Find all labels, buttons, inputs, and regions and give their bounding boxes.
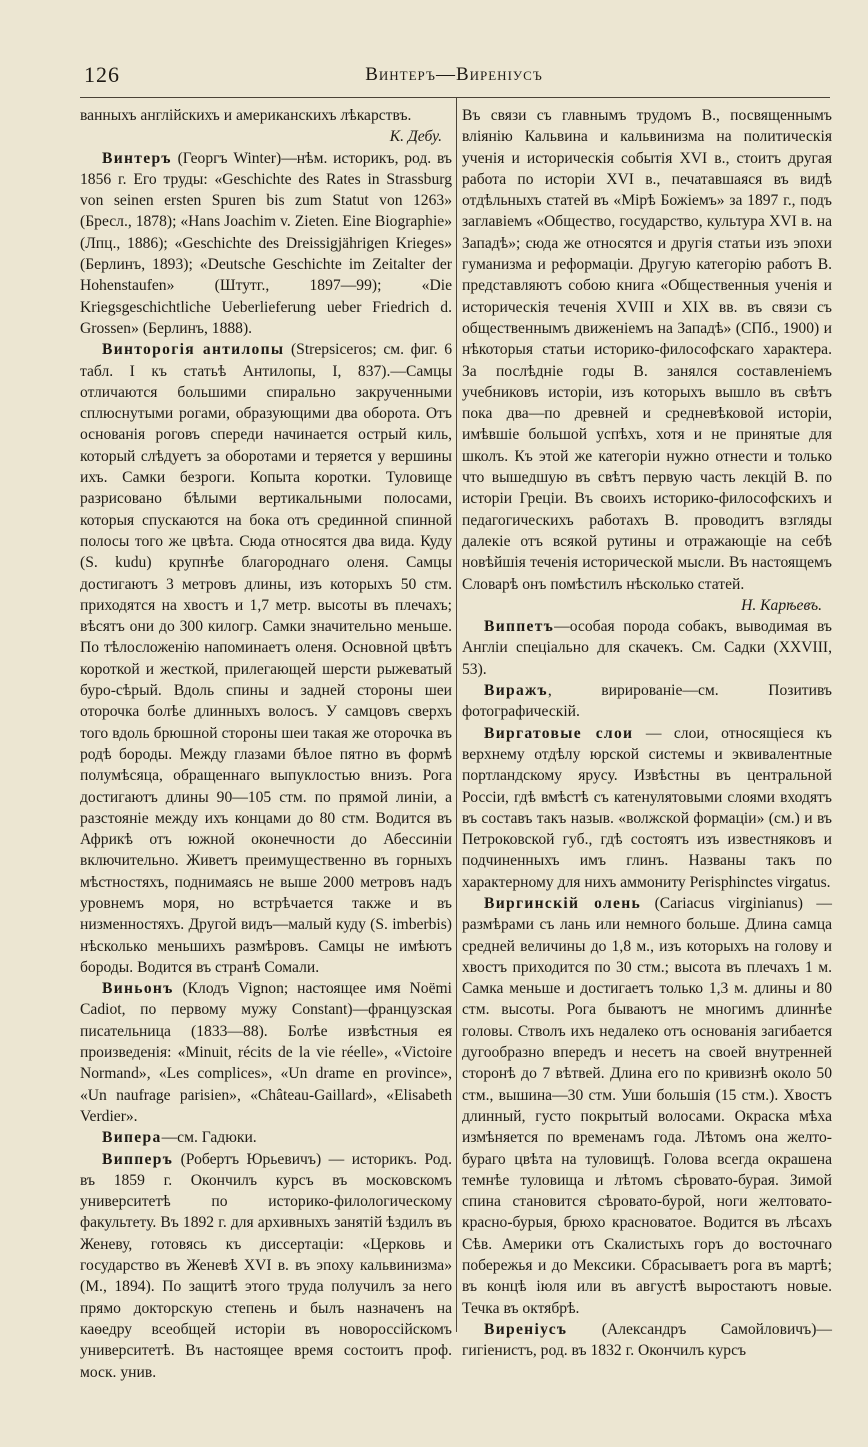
entry-headword: Виньонъ — [102, 980, 174, 998]
right-column — [462, 105, 832, 1362]
entry-text: (Cariacus virginianus) — размѣрами съ лань или немного больше. Длина самца средней величины до 1,8 м., изъ которыхъ на голову и хвостъ приходится по 30 стм.; высота въ плечахъ 1 м. Самка меньше и достигаетъ только 1,3 м. длины и 80 стм. высоты. Рога бываютъ не многимъ длиннѣе головы. Стволъ ихъ недалеко отъ основанія загибается дугообразно впередъ и несетъ на своей внутренней сторонѣ до 7 вѣтвей. Длина его по кривизнѣ около 50 стм., вышина—30 стм. Уши большія (15 стм.). Хвостъ длинный, густо покрытый волосами. Окраска мѣха измѣняется по временамъ года. Лѣтомъ она желто-бураго цвѣта на туловищѣ. Голова всегда окрашена темнѣе туловища и лѣтомъ сѣровато-бурая. Зимой спина становится сѣровато-бурой, ноги желтовато-красно-бурыя, брюхо красноватое. Водится въ лѣсахъ Сѣв. Америки отъ Скалистыхъ горъ до восточнаго побережья и до Мексики. Сбрасываетъ рога въ мартѣ; въ концѣ іюля или въ августѣ выростаютъ новые. Течка въ октябрѣ. — [462, 894, 832, 1317]
dictionary-entry — [80, 339, 452, 978]
dictionary-entry — [462, 723, 832, 893]
author-signature: К. Дебу. — [389, 128, 442, 146]
author-signature: Н. Карѣевъ. — [741, 596, 822, 614]
dictionary-entry — [80, 148, 452, 340]
dictionary-entry — [80, 1127, 452, 1148]
dictionary-entry — [462, 616, 832, 680]
entry-headword: Виргатовые слои — [484, 724, 634, 742]
page-header — [80, 58, 828, 88]
entry-text: (Strepsiceros; см. фиг. 6 табл. I къ статьѣ Антилопы, I, 837).—Самцы отличаются большими спирально закрученными сплюснутыми рогами, образующими два оборота. Отъ основанія роговъ спереди начинается острый киль, который слѣдуетъ за оборотами и теряется у вершины ихъ. Самки безроги. Копыта коротки. Туловище разрисовано бѣлыми вертикальными полосами, которыя спускаются на бока отъ срединной спинной полосы того же цвѣта. Сюда относятся два вида. Куду (S. kudu) крупнѣе благороднаго оленя. Самцы достигаютъ 3 метровъ длины, изъ которыхъ 50 стм. приходятся на хвостъ и 1,7 метр. высоты въ плечахъ; вѣсятъ они до 300 килогр. Самки значительно меньше. По тѣлосложенію напоминаетъ оленя. Основной цвѣтъ короткой и жесткой, прилегающей шерсти рыжеватый буро-сѣрый. Вдоль спины и задней стороны шеи оторочка болѣе длинныхъ волосъ. У самцовъ сверхъ того вдоль брюшной стороны шеи такая же оторочка въ родѣ бороды. Между глазами бѣлое пятно въ формѣ полумѣсяца, обращеннаго выпуклостью внизъ. Рога достигаютъ длины 90—105 стм. по прямой линіи, а разстояніе между ихъ концами до 80 стм. Водится въ Африкѣ отъ южной оконечности до Абессиніи включительно. Живетъ преимущественно въ горныхъ мѣстностяхъ, поднимаясь не выше 2000 метровъ надъ уровнемъ моря, но встрѣчается также и въ низменностяхъ. Другой видъ—малый куду (S. imberbis) нѣсколько меньшихъ размѣровъ. Самцы не имѣютъ бороды. Водится въ странѣ Сомали. — [80, 341, 452, 976]
running-title: Винтеръ—Виренiусъ — [365, 64, 543, 85]
entry-text: , вирированіе—см. Позитивъ фотографическій. — [462, 682, 832, 721]
entry-text: (Александръ Самойловичъ)—гигіенистъ, род. въ 1832 г. Окончилъ курсъ — [462, 1320, 832, 1360]
dictionary-entry — [462, 1319, 832, 1362]
entry-headword: Виргинскій олень — [484, 894, 642, 912]
entry-headword: Випера — [102, 1129, 162, 1147]
entry-text: (Робертъ Юрьевичъ) — историкъ. Род. въ 1859 г. Окончилъ курсъ въ московскомъ университетѣ по историко-филологическому факультету. Въ 1892 г. для архивныхъ занятій ѣздилъ въ Женеву, готовясь къ диссертаціи: «Церковь и государство въ Женевѣ XVI в. въ эпоху кальвинизма» (М., 1894). По защитѣ этого труда получилъ за него прямо докторскую степень и былъ назначенъ на каѳедру всеобщей исторіи въ новороссійскомъ университетѣ. Въ настоящее время состоитъ проф. моск. унив. — [80, 1150, 452, 1381]
entry-headword: Виренiусъ — [484, 1320, 568, 1338]
dictionary-entry — [462, 680, 832, 723]
entry-text: —см. Гадюки. — [161, 1129, 257, 1147]
entry-headword: Виппетъ — [484, 618, 555, 636]
continued-paragraph: ванныхъ англійскихъ и американскихъ лѣкарствъ. — [80, 107, 412, 124]
header-rule — [80, 97, 830, 98]
entry-headword: Винторогія антилопы — [102, 341, 285, 359]
entry-text: (Клодъ Vignon; настоящее имя Noëmi Cadiot, по первому мужу Constant)—французская писательница (1833—88). Болѣе извѣстныя ея произведенія: «Minuit, récits de la vie réelle», «Victoire Normand», «Les complices», «Un drame en province», «Un naufrage parisien», «Château-Gaillard», «Elisabeth Verdier». — [80, 980, 452, 1125]
page-number: 126 — [84, 62, 120, 87]
continued-paragraph: Въ связи съ главнымъ трудомъ В., посвященнымъ вліянію Кальвина и кальвинизма на политическія ученія и историческія событія XVI в., стоитъ другая работа по исторіи XVI в., печатавшаяся въ видѣ отдѣльныхъ статей въ «Мірѣ Божіемъ» за 1897 г., подъ заглавіемъ «Общество, государство, культура XVI в. на Западѣ»; сюда же относятся и другія статьи изъ эпохи гуманизма и реформаціи. Другую категорію работъ В. представляютъ собою книга «Общественныя ученія и историческія теченія XVIII и XIX вв. въ связи съ общественнымъ движеніемъ на Западѣ» (СПб., 1900) и нѣкоторыя статьи историко-философскаго характера. За послѣдніе годы В. занялся составленіемъ учебниковъ исторіи, изъ которыхъ вышло въ свѣтъ пока два—по древней и средневѣковой исторіи, имѣвшіе большой успѣхъ, хотя и не принятые для школъ. Къ этой же категоріи нужно отнести и только что вышедшую въ свѣтъ первую часть лекцій В. по исторіи Греціи. Въ своихъ историко-философскихъ и педагогическихъ работахъ В. проводитъ взгляды далекіе отъ всякой рутины и отражающіе на себѣ новѣйшія теченія исторической мысли. Въ настоящемъ Словарѣ онъ помѣстилъ нѣсколько статей. — [462, 107, 832, 593]
entry-headword: Виражъ — [484, 682, 548, 700]
column-divider — [456, 97, 457, 1332]
dictionary-entry — [462, 893, 832, 1319]
entry-headword: Випперъ — [102, 1150, 174, 1168]
entry-text: —особая порода собакъ, выводимая въ Англіи спеціально для скачекъ. См. Садки (XXVIII, 53). — [462, 618, 832, 678]
dictionary-entry — [80, 978, 452, 1127]
dictionary-entry — [80, 1149, 452, 1383]
left-column — [80, 105, 452, 1383]
entry-text: (Георгъ Winter)—нѣм. историкъ, род. въ 1856 г. Его труды: «Geschichte des Rates in Strassburg von seinen ersten Spuren bis zum Statut von 1263» (Бресл., 1878); «Hans Joachim v. Zieten. Eine Biographie» (Лпц., 1886); «Geschichte des Dreissigjährigen Krieges» (Берлинъ, 1893); «Deutsche Geschichte im Zeitalter der Hohenstaufen» (Штутг., 1897—99); «Die Kriegsgeschichtliche Ueberlieferung ueber Friedrich d. Grossen» (Берлинъ, 1888). — [80, 149, 452, 337]
entry-headword: Винтеръ — [102, 149, 172, 167]
entry-text: — слои, относящіеся къ верхнему отдѣлу юрской системы и эквивалентные портландскому ярусу. Извѣстны въ центральной Россіи, гдѣ вмѣстѣ съ катенулятовыми слоями входятъ въ составъ такъ назыв. «волжской формаціи» (см.) и въ Петроковской губ., гдѣ состоятъ изъ известняковъ и подчиненныхъ имъ глинъ. Названы такъ по характерному для нихъ аммониту Perisphinctes virgatus. — [462, 724, 832, 891]
